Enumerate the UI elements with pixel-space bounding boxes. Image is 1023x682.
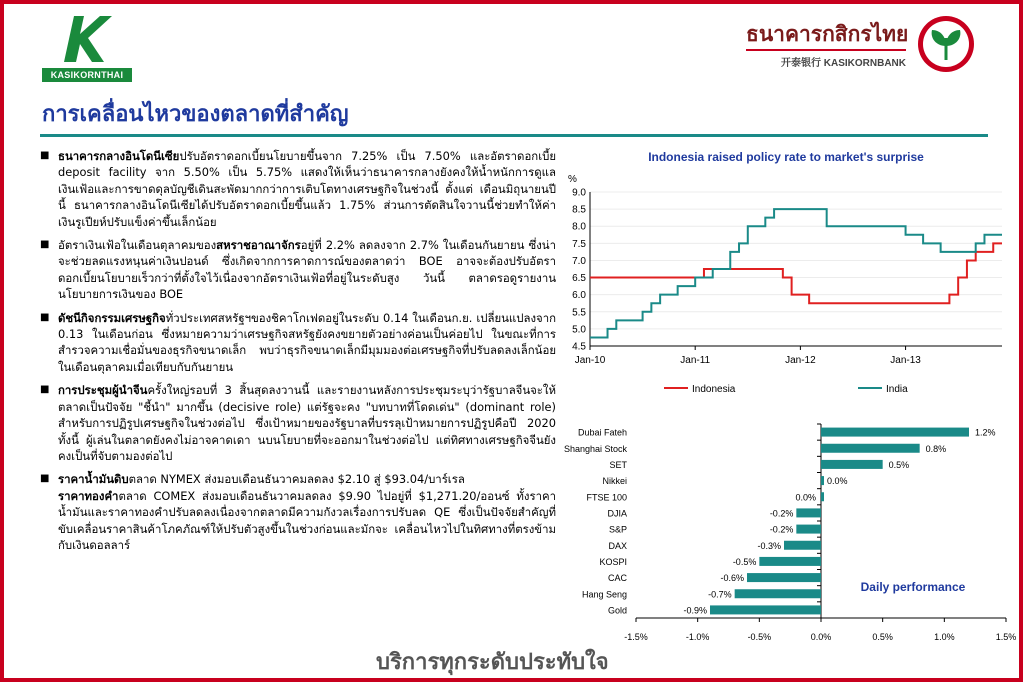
bullet-lead: ดัชนีกิจกรรมเศรษฐกิจ	[58, 310, 166, 325]
bullet-lead: สหราชอาณาจักร	[216, 238, 301, 253]
daily-performance-chart	[560, 418, 1017, 646]
x-tick-label: 0.5%	[872, 632, 893, 642]
bullet-icon: ■	[40, 239, 50, 251]
data-label: 0.5%	[888, 459, 910, 470]
page-title: การเคลื่อนไหวของตลาดที่สำคัญ	[42, 101, 349, 127]
bullet-lead: ราคาน้ำมันดิบ	[58, 472, 129, 487]
x-tick-label: 1.0%	[934, 632, 955, 642]
kbank-emblem-icon	[916, 14, 976, 74]
bullet-icon: ■	[40, 384, 50, 396]
bullet-china-meeting	[40, 382, 556, 464]
x-tick-label: -0.5%	[747, 632, 772, 642]
bar	[821, 476, 824, 485]
bullet-text-2: ตลาด COMEX ส่งมอบเดือนธันวาคมลดลง $9.90 ไปอยู่ที่ $1,271.20/ออนซ์ ทั้งราคาน้ำมันและราคาทองคำปรับลดลงเนื่องจากตลาดมีความกังวลเรื่องการปรับลด QE ซึ่งเป็นปัจจัยสำคัญที่ขับเคลื่อนราคาสินค้าโภคภัณฑ์ให้ปรับตัวสูงขึ้นในช่วงก่อนและมักจะ เคลื่อนไหวไปในทิศทางที่ตรงข้ามกับเงินดอลลาร์	[58, 488, 556, 552]
category-label: Gold	[607, 605, 627, 616]
category-label: FTSE 100	[586, 492, 627, 503]
y-tick-label: 9.0	[572, 187, 586, 199]
y-tick-label: 5.5	[572, 307, 586, 319]
x-tick-label: Jan-12	[785, 355, 816, 366]
bullet-uk-inflation	[40, 237, 556, 303]
bar	[821, 492, 824, 501]
bullet-icon: ■	[40, 473, 50, 485]
category-label: DAX	[608, 540, 627, 551]
footer-slogan: บริการทุกระดับประทับใจ	[376, 650, 609, 675]
rate-chart-title: Indonesia raised policy rate to market's surprise	[648, 150, 924, 164]
kasikornthai-logo	[40, 12, 136, 82]
category-label: Shanghai Stock	[563, 443, 627, 454]
x-tick-label: 1.5%	[995, 632, 1017, 642]
x-tick-label: 0.0%	[810, 632, 832, 642]
bar	[747, 573, 821, 582]
bar	[796, 525, 821, 534]
bullet-lead-2: ราคาทองคำ	[58, 488, 119, 503]
category-label: Nikkei	[602, 476, 627, 487]
bar	[784, 541, 821, 550]
x-tick-label: Jan-10	[574, 355, 606, 366]
bar	[735, 589, 821, 598]
y-tick-label: 8.5	[572, 204, 586, 216]
data-label: -0.7%	[708, 589, 732, 600]
data-label: 0.8%	[925, 443, 947, 454]
y-tick-label: 7.5	[572, 238, 586, 250]
k-logo-icon	[60, 12, 112, 66]
bank-name-thai: ธนาคารกสิกรไทย	[746, 22, 909, 46]
category-label: DJIA	[607, 508, 627, 519]
kasikornthai-logo-text: KASIKORNTHAI	[42, 68, 132, 82]
data-label: 0.0%	[827, 476, 848, 487]
category-label: KOSPI	[599, 556, 627, 567]
bar	[821, 428, 969, 437]
bar	[759, 557, 821, 566]
bank-name-divider	[746, 49, 906, 51]
y-axis-unit: %	[568, 174, 577, 185]
legend-label: Indonesia	[692, 384, 736, 395]
data-label: -0.9%	[683, 605, 707, 616]
category-label: CAC	[607, 573, 627, 584]
category-label: Hang Seng	[581, 589, 627, 600]
bar	[821, 460, 883, 469]
bullet-text: ครั้งใหญ่รอบที่ 3 สิ้นสุดลงวานนี้ และรายงานหลังการประชุมระบุว่ารัฐบาลจีนจะให้ตลาดเป็นปัจจัย "ชี้นำ" มากขึ้น (decisive role) แต่รัฐจะคง "บทบาทที่โดดเด่น" (dominant role) สำหรับการปฏิรูปเศรษฐกิจในช่วงต่อไป ซึ่งเป้าหมายของรัฐบาลที่บรรลุเป้าหมายการปฏิรูปคือปี 2020 ทั้งนี้ ผู้เล่นในตลาดยังคงไม่อาจคาดเดา นบนโยบายที่จะออกมาในช่วงต่อไป แต่ทิศทางเศรษฐกิจจีนยังคงเป็นที่จับตามองต่อไป	[58, 383, 556, 463]
bullet-lead: การประชุมผู้นำจีน	[58, 383, 148, 398]
data-label: -0.6%	[720, 573, 744, 584]
bullet-lead: ธนาคารกลางอินโดนีเซีย	[58, 149, 180, 163]
chart-title: Daily performance	[860, 580, 966, 594]
x-tick-label: -1.5%	[624, 632, 648, 642]
title-divider	[40, 134, 988, 137]
legend-label: India	[886, 384, 908, 395]
category-label: Dubai Fateh	[577, 427, 627, 438]
category-label: SET	[609, 459, 627, 470]
bar	[796, 508, 821, 517]
bullet-icon: ■	[40, 150, 50, 161]
bullet-text: อยู่ที่ 2.2% ลดลงจาก 2.7% ในเดือนกันยายน ซึ่งน่าจะช่วยลดแรงหนุนค่าเงินปอนด์ ซึ่งเกิดจากการคาดการณ์ของตลาดว่า BOE อาจจะต้องปรับอัตราดอกเบี้ยนโยบายเร็วกว่าที่ตั้งใจไว้เนื่องจากอัตราเงินเฟ้อที่อยู่ในระดับสูง วันนี้ ตลาดรอดูรายงานนโยบายการเงินของ BOE	[58, 238, 556, 302]
y-tick-label: 4.5	[572, 341, 586, 353]
data-label: -0.3%	[757, 540, 781, 551]
bank-name-english: 开泰银行 KASIKORNBANK	[781, 58, 906, 69]
bullet-text: ตลาด NYMEX ส่งมอบเดือนธันวาคมลดลง $2.10 สู่ $93.04/บาร์เรล	[128, 472, 465, 487]
bar	[710, 605, 821, 614]
bullet-indonesia	[40, 148, 556, 230]
bullet-us-activity	[40, 310, 556, 376]
policy-rate-chart	[560, 166, 1010, 406]
news-bullets	[40, 148, 556, 560]
x-tick-label: -1.0%	[685, 632, 710, 642]
category-label: S&P	[608, 524, 627, 535]
slide	[4, 4, 1019, 678]
bullet-text: ทั่วประเทศสหรัฐฯของชิคาโกเฟดอยู่ในระดับ 0.14 ในเดือนก.ย. เปลี่ยนแปลงจาก 0.13 ในเดือนก่อน ซึ่งหมายความว่าเศรษฐกิจสหรัฐยังคงขยายตัวอย่างค่อนเป็นค่อยไป ในขณะที่การสำรวจความเชื่อมั่นของธุรกิจขนาดเล็ก พบว่าธุรกิจขนาดเล็กมีมุมมองต่อเศรษฐกิจที่ปรับลดลงเล็กน้อยในเดือนตุลาคมเมื่อเทียบกับกันยายน	[58, 310, 556, 374]
data-label: 0.0%	[795, 492, 816, 503]
data-label: -0.5%	[732, 556, 757, 567]
series-line-india	[590, 209, 1002, 337]
bar	[821, 444, 920, 453]
x-tick-label: Jan-11	[680, 355, 711, 366]
data-label: 1.2%	[975, 427, 996, 438]
bullet-pre: อัตราเงินเฟ้อในเดือนตุลาคมของ	[58, 238, 217, 253]
y-tick-label: 7.0	[572, 255, 586, 267]
bullet-icon: ■	[40, 311, 50, 323]
y-tick-label: 6.0	[572, 290, 586, 302]
data-label: -0.2%	[769, 524, 794, 535]
y-tick-label: 5.0	[572, 324, 586, 336]
x-tick-label: Jan-13	[890, 355, 921, 366]
data-label: -0.2%	[769, 508, 794, 519]
bullet-text: ปรับอัตราดอกเบี้ยนโยบายขึ้นจาก 7.25% เป็น 7.50% และอัตราดอกเบี้ย deposit facility จาก 5.50% เป็น 5.75% แสดงให้เห็นว่าธนาคารกลางยังคงให้น้ำหนักการดูแลเงินเฟ้อและการขาดดุลบัญชีเดินสะพัดมากกว่าการเติบโตทางเศรษฐกิจในช่วงนี้ ตั้งแต่ เดือนมิถุนายนปีนี้ ธนาคารกลางอินโดนีเซียได้ปรับอัตราดอกเบี้ยขึ้นแล้ว 1.75% ส่วนการตัดสินใจวานนี้ช่วยทำให้ค่าเงินรูเปียห์ปรับแข็งค่าขึ้นเล็กน้อย	[58, 149, 556, 229]
y-tick-label: 6.5	[572, 273, 586, 285]
bullet-commodities	[40, 471, 556, 553]
y-tick-label: 8.0	[572, 221, 586, 233]
